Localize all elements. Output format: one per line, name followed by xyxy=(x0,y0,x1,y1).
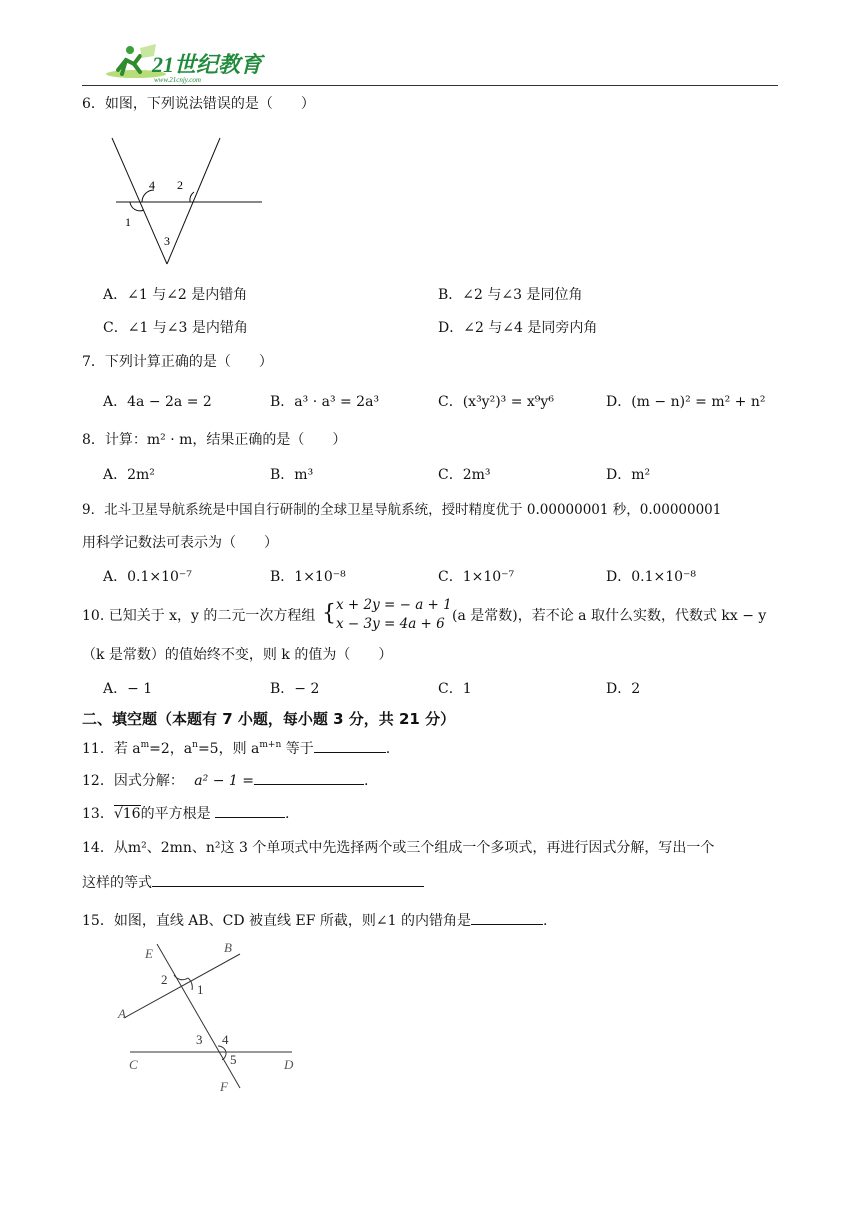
q12-pre: 12．因式分解： xyxy=(82,773,184,789)
fig15-label-5: 5 xyxy=(230,1052,237,1067)
question-6-stem: 6．如图，下列说法错误的是（ ） xyxy=(82,96,315,112)
fig6-label-4: 4 xyxy=(149,178,155,192)
q9-option-c: C．1×10⁻⁷ xyxy=(438,569,515,585)
fig15-label-e: E xyxy=(145,946,153,961)
q11-post: 等于 xyxy=(281,741,314,757)
q10-option-a: A．− 1 xyxy=(103,681,153,697)
question-10-stem-line2: （k 是常数）的值始终不变，则 k 的值为（ ） xyxy=(82,647,393,663)
q7-option-d: D．(m − n)² = m² + n² xyxy=(606,394,766,410)
q6-option-a: A．∠1 与∠2 是内错角 xyxy=(103,287,248,303)
question-13 xyxy=(82,803,289,824)
question-7-stem: 7．下列计算正确的是（ ） xyxy=(82,354,273,370)
question-14-line1: 14．从m²、2mn、n²这 3 个单项式中先选择两个或三个组成一个多项式，再进行因式分解，写出一个 xyxy=(82,840,715,856)
fig6-label-2: 2 xyxy=(177,178,183,192)
q6-option-c: C．∠1 与∠3 是内错角 xyxy=(103,320,248,336)
question-9-stem-line1: 9．北斗卫星导航系统是中国自行研制的全球卫星导航系统，授时精度优于 0.00000001 秒，0.00000001 xyxy=(82,502,722,518)
q10-option-c: C．1 xyxy=(438,681,472,697)
fig6-label-1: 1 xyxy=(125,215,131,229)
question-8-stem: 8．计算：m² · m，结果正确的是（ ） xyxy=(82,432,347,448)
q6-option-d: D．∠2 与∠4 是同旁内角 xyxy=(438,320,598,336)
q14-answer-blank[interactable] xyxy=(152,872,424,887)
q10-equation-1: x + 2y = − a + 1 xyxy=(336,597,452,613)
q8-option-c: C．2m³ xyxy=(438,467,491,483)
q12-answer-blank[interactable] xyxy=(254,770,364,785)
q12-end: . xyxy=(363,773,369,789)
fig15-label-b: B xyxy=(224,940,232,955)
question-9-stem-line2: 用科学记数法可表示为（ ） xyxy=(82,535,278,551)
q15-stem: 15．如图，直线 AB、CD 被直线 EF 所截，则∠1 的内错角是 xyxy=(82,913,471,929)
question-10-stem-pre: 10. 已知关于 x，y 的二元一次方程组 xyxy=(82,608,316,624)
fig15-label-d: D xyxy=(284,1057,294,1072)
q11-mid1: =2，a xyxy=(149,741,193,757)
q10-equation-2: x − 3y = 4a + 6 xyxy=(336,616,445,632)
q8-option-d: D．m² xyxy=(606,467,651,483)
q8-option-b: B．m³ xyxy=(270,467,314,483)
q11-end: . xyxy=(385,741,391,757)
q13-sqrt-expression: √16 xyxy=(113,806,141,822)
q13-end: . xyxy=(285,806,290,822)
fig6-label-3: 3 xyxy=(164,234,170,248)
q9-option-d: D．0.1×10⁻⁸ xyxy=(606,569,697,585)
q11-mid2: =5，则 a xyxy=(197,741,260,757)
question-15-figure xyxy=(112,938,312,1098)
q12-expression: a² − 1 = xyxy=(194,773,254,789)
fig15-label-c: C xyxy=(129,1057,138,1072)
q13-post: 的平方根是 xyxy=(140,806,216,822)
q11-pre: 11．若 a xyxy=(82,741,141,757)
fig15-label-f: F xyxy=(220,1079,228,1094)
fig15-label-2: 2 xyxy=(161,972,168,987)
question-11 xyxy=(82,735,390,759)
q10-option-b: B．− 2 xyxy=(270,681,320,697)
q11-sup-mn: m+n xyxy=(259,740,282,750)
q11-sup-n: n xyxy=(192,740,198,750)
section-2-title: 二、填空题（本题有 7 小题，每小题 3 分，共 21 分） xyxy=(82,710,456,728)
system-brace: { xyxy=(322,601,336,626)
q7-option-b: B．a³ · a³ = 2a³ xyxy=(270,394,380,410)
question-15 xyxy=(82,910,547,931)
question-6-figure xyxy=(110,136,270,268)
q13-answer-blank[interactable] xyxy=(215,803,285,818)
logo-text: 21世纪教育 xyxy=(152,52,263,77)
fig15-label-4: 4 xyxy=(222,1032,229,1047)
header-divider xyxy=(82,85,778,86)
question-12 xyxy=(82,770,368,791)
q10-option-d: D．2 xyxy=(606,681,641,697)
q11-answer-blank[interactable] xyxy=(314,738,386,753)
q6-option-b: B．∠2 与∠3 是同位角 xyxy=(438,287,583,303)
logo-url: www.21cnjy.com xyxy=(154,76,201,84)
runner-logo-icon xyxy=(100,42,270,86)
q7-option-c: C．(x³y²)³ = x⁹y⁶ xyxy=(438,394,554,410)
q11-sup-m: m xyxy=(140,740,150,750)
fig15-label-3: 3 xyxy=(196,1032,203,1047)
question-10-stem-post: (a 是常数)，若不论 a 取什么实数，代数式 kx − y xyxy=(452,608,767,624)
q15-end: . xyxy=(542,913,548,929)
question-14-line2 xyxy=(82,872,424,893)
fig15-label-1: 1 xyxy=(197,982,204,997)
q14-line2-text: 这样的等式 xyxy=(82,875,152,891)
site-logo xyxy=(100,42,270,86)
q9-option-b: B．1×10⁻⁸ xyxy=(270,569,346,585)
q8-option-a: A．2m² xyxy=(103,467,155,483)
q13-pre: 13． xyxy=(82,806,114,822)
q15-answer-blank[interactable] xyxy=(471,910,543,925)
q7-option-a: A．4a − 2a = 2 xyxy=(103,394,212,410)
q9-option-a: A．0.1×10⁻⁷ xyxy=(103,569,192,585)
fig15-label-a: A xyxy=(118,1006,126,1021)
